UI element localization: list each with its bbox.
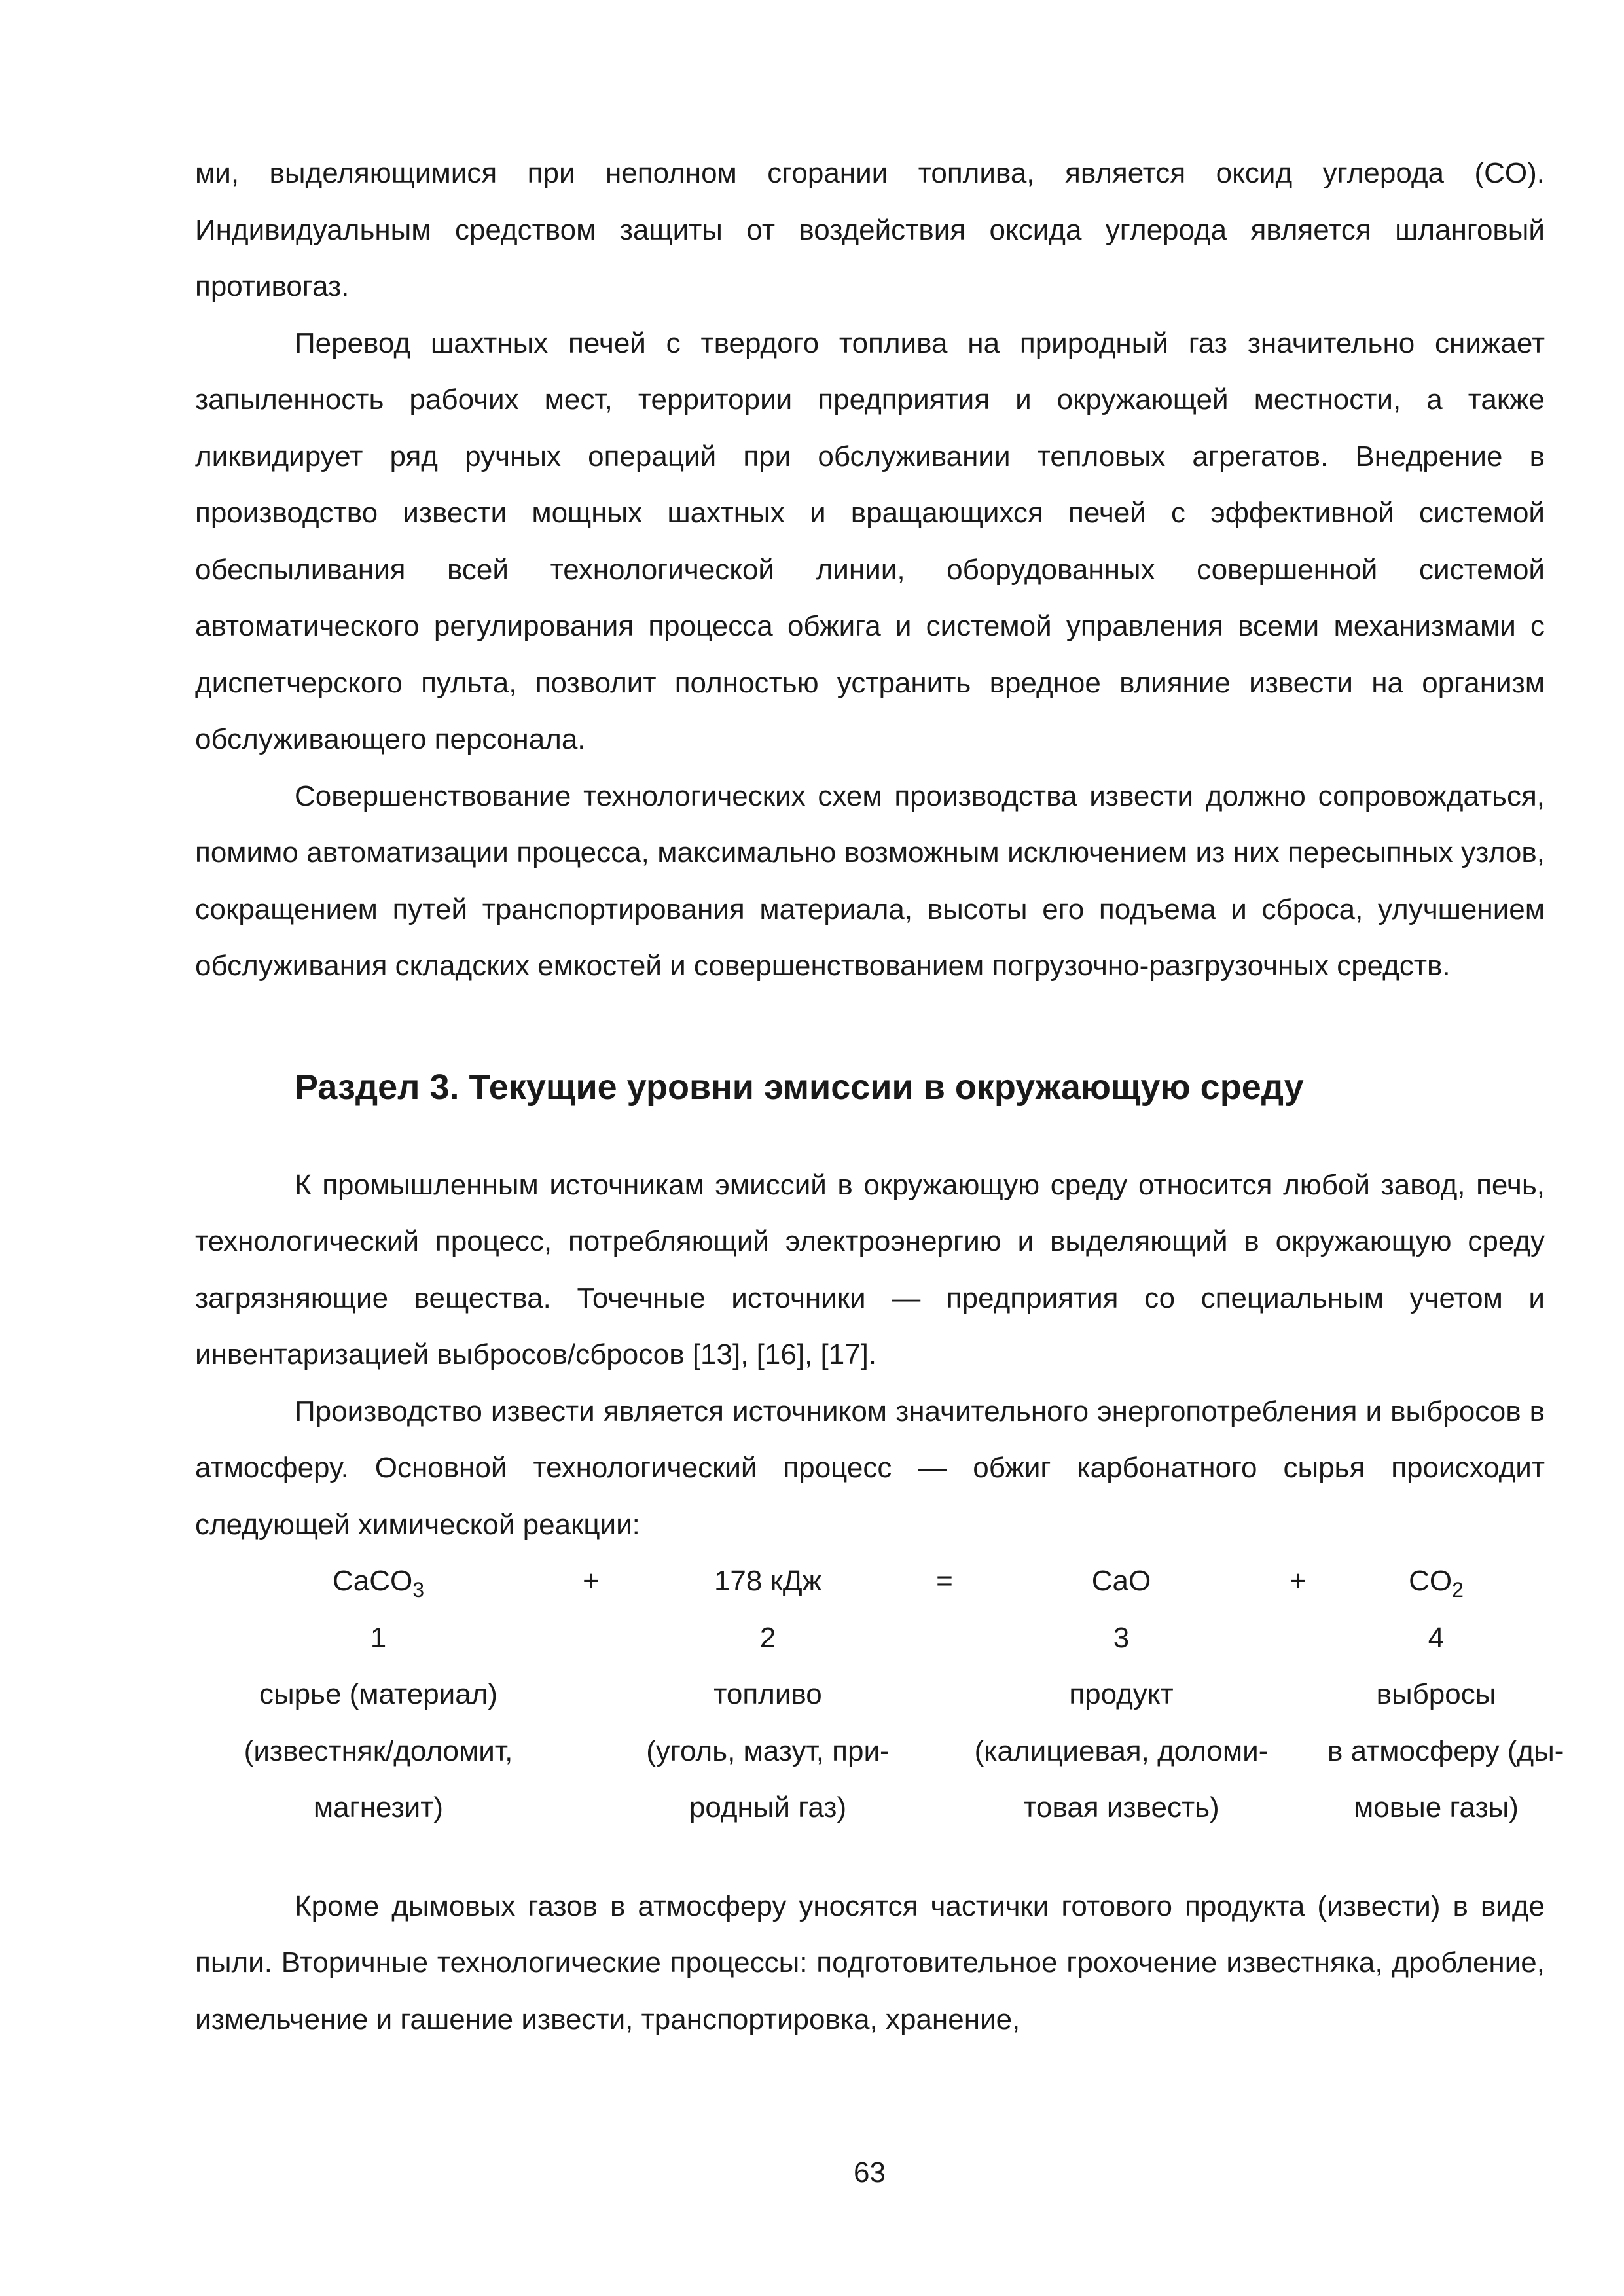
term-number: 2 bbox=[759, 1621, 776, 1654]
paragraph-scheme-improvement: Совершенствование технологических схем производства извести должно сопровождаться, помимо автоматизации процесса, максимально возможным исключением из них пересыпных узлов, сокращением путей транспортирования материала, высоты его подъема и сброса, улучшением обслуживания складских емкостей и совершенствованием погрузочно-разгрузочных средств. bbox=[195, 780, 1545, 982]
term-description: в атмосферу (ды- bbox=[1327, 1734, 1564, 1767]
reaction-label-row bbox=[195, 1666, 1545, 1723]
paragraph-continuation: ми, выделяющимися при неполном сгорании топлива, является оксид углерода (CO). Индивидуальным средством защиты от воздействия оксида углерода является шланговый противогаз. bbox=[195, 157, 1545, 302]
term-description: товая известь) bbox=[1023, 1791, 1219, 1823]
term-description: мовые газы) bbox=[1354, 1791, 1519, 1823]
term-number: 3 bbox=[1113, 1621, 1130, 1654]
reaction-term-caco3: CaCO$_3$ bbox=[332, 1565, 425, 1602]
term-description: магнезит) bbox=[313, 1791, 444, 1823]
term-label: продукт bbox=[1069, 1678, 1174, 1710]
page-content bbox=[195, 145, 1564, 2048]
reaction-desc-row bbox=[195, 1723, 1545, 1780]
term-description: родный газ) bbox=[689, 1791, 847, 1823]
term-label: выбросы bbox=[1376, 1678, 1496, 1710]
reaction-plus-operator: + bbox=[583, 1565, 600, 1597]
reaction-term-co2: $CO_2$ bbox=[1409, 1565, 1464, 1602]
reaction-term-energy: 178 кДж bbox=[713, 1565, 822, 1597]
reaction-desc-row bbox=[195, 1780, 1545, 1837]
section-heading: Раздел 3. Текущие уровни эмиссии в окружающую среду bbox=[295, 1067, 1304, 1107]
paragraph-gas-conversion: Перевод шахтных печей с твердого топлива на природный газ значительно снижает запыленность рабочих мест, территории предприятия и окружающей местности, а также ликвидирует ряд ручных операций при обслуживании тепловых агрегатов. Внедрение в производство извести мощных шахтных и вращающихся печей с эффективной системой обеспыливания всей технологической линии, оборудованных совершенной системой автоматического регулирования процесса обжига и системой управления всеми механизмами с диспетчерского пульта, позволит полностью устранить вредное влияние извести на организм обслуживающего персонала. bbox=[195, 327, 1545, 755]
reaction-table bbox=[195, 1553, 1564, 1837]
term-description: (калициевая, доломи- bbox=[974, 1734, 1269, 1767]
paragraph-emission-sources: К промышленным источникам эмиссий в окружающую среду относится любой завод, печь, технологический процесс, потребляющий электроэнергию и выделяющий в окружающую среду загрязняющие вещества. Точечные источники — предприятия со специальным учетом и инвентаризацией выбросов/сбросов [13], [16], [17]. bbox=[195, 1168, 1545, 1371]
reaction-formula-row bbox=[195, 1553, 1545, 1610]
term-number: 4 bbox=[1428, 1621, 1445, 1654]
term-number: 1 bbox=[370, 1621, 387, 1654]
reaction-term-cao: CaO bbox=[1091, 1565, 1151, 1597]
reaction-number-row bbox=[195, 1610, 1545, 1667]
term-label: топливо bbox=[713, 1678, 822, 1710]
paragraph-secondary-processes: Кроме дымовых газов в атмосферу уносятся частички готового продукта (извести) в виде пыли. Вторичные технологические процессы: подготовительное грохочение известняка, дробление, измельчение и гашение извести, транспортировка, хранение, bbox=[195, 1890, 1545, 2036]
term-description: (известняк/доломит, bbox=[244, 1734, 513, 1767]
term-label: сырье (материал) bbox=[259, 1678, 498, 1710]
reaction-plus-operator: + bbox=[1290, 1565, 1307, 1597]
reaction-equals-operator: = bbox=[936, 1565, 953, 1597]
page-number: 63 bbox=[854, 2157, 886, 2189]
paragraph-lime-production: Производство извести является источником значительного энергопотребления и выбросов в атмосферу. Основной технологический процесс — обжиг карбонатного сырья происходит следующей химической реакции: bbox=[195, 1395, 1545, 1541]
term-description: (уголь, мазут, при- bbox=[646, 1734, 890, 1767]
